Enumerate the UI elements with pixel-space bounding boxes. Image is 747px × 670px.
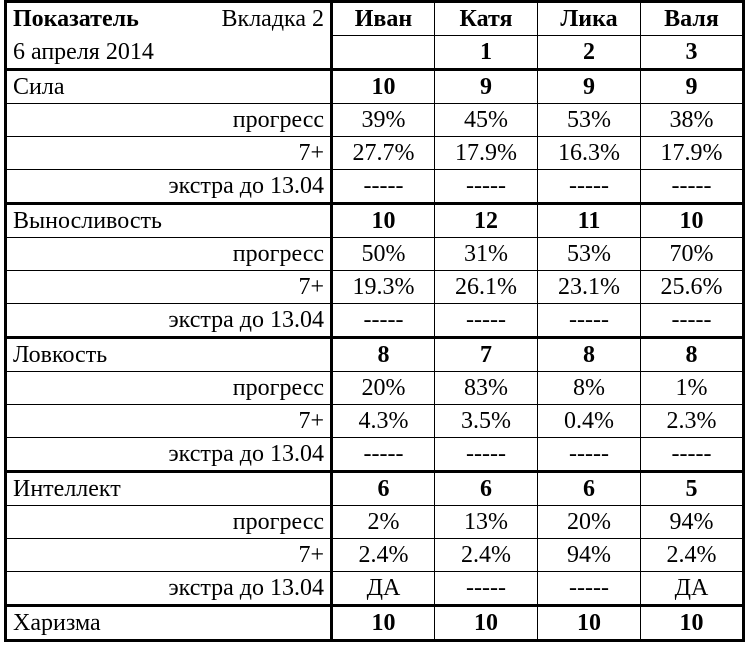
metric-value: -----: [538, 572, 641, 606]
metric-value: -----: [435, 572, 538, 606]
metric-row: [6, 304, 744, 338]
section-value: 6: [435, 472, 538, 506]
metric-value: 25.6%: [641, 271, 744, 304]
section-value: 10: [332, 70, 435, 104]
column-number-lika: 2: [538, 36, 641, 70]
section-title: Ловкость: [6, 338, 332, 372]
metric-value: -----: [332, 438, 435, 472]
stats-table-container: [4, 0, 743, 642]
column-name-lika: Лика: [538, 2, 641, 36]
metric-value: 2.4%: [641, 539, 744, 572]
column-name-ivan: Иван: [332, 2, 435, 36]
metric-value: 53%: [538, 238, 641, 271]
metric-value: 19.3%: [332, 271, 435, 304]
metric-row: [6, 539, 744, 572]
metric-value: 0.4%: [538, 405, 641, 438]
column-number-katya: 1: [435, 36, 538, 70]
metric-value: -----: [538, 438, 641, 472]
section-value: 5: [641, 472, 744, 506]
header-row-numbers: [6, 36, 744, 70]
section-value: 10: [332, 606, 435, 641]
metric-value: -----: [538, 170, 641, 204]
metric-row: [6, 372, 744, 405]
section-row: [6, 204, 744, 238]
section-value: 10: [332, 204, 435, 238]
metric-value: -----: [332, 170, 435, 204]
metric-value: 2%: [332, 506, 435, 539]
metric-label: прогресс: [6, 372, 332, 405]
metric-row: [6, 438, 744, 472]
metric-value: 83%: [435, 372, 538, 405]
section-value: 6: [332, 472, 435, 506]
metric-row: [6, 405, 744, 438]
metric-value: -----: [435, 304, 538, 338]
section-row: [6, 606, 744, 641]
column-number-valya: 3: [641, 36, 744, 70]
section-value: 9: [641, 70, 744, 104]
metric-value: -----: [641, 438, 744, 472]
metric-label: 7+: [6, 405, 332, 438]
metric-value: 45%: [435, 104, 538, 137]
header-row-names: [6, 2, 744, 36]
metric-row: [6, 170, 744, 204]
metric-row: [6, 104, 744, 137]
metric-value: 20%: [332, 372, 435, 405]
metric-value: 2.3%: [641, 405, 744, 438]
metric-value: 27.7%: [332, 137, 435, 170]
section-value: 12: [435, 204, 538, 238]
stats-table: [4, 0, 745, 642]
column-number-ivan: [332, 36, 435, 70]
metric-value: 94%: [641, 506, 744, 539]
metric-value: 4.3%: [332, 405, 435, 438]
metric-value: 13%: [435, 506, 538, 539]
tab-label: Вкладка 2: [221, 6, 324, 33]
section-title: Сила: [6, 70, 332, 104]
metric-value: 17.9%: [435, 137, 538, 170]
metric-value: 8%: [538, 372, 641, 405]
section-value: 11: [538, 204, 641, 238]
metric-value: -----: [641, 304, 744, 338]
metric-value: 53%: [538, 104, 641, 137]
metric-value: 94%: [538, 539, 641, 572]
metric-value: 17.9%: [641, 137, 744, 170]
metric-value: 1%: [641, 372, 744, 405]
metric-row: [6, 506, 744, 539]
metric-label: экстра до 13.04: [6, 572, 332, 606]
section-value: 8: [538, 338, 641, 372]
section-value: 8: [641, 338, 744, 372]
metric-value: 2.4%: [435, 539, 538, 572]
metric-label: экстра до 13.04: [6, 304, 332, 338]
metric-value: ДА: [332, 572, 435, 606]
metric-label: экстра до 13.04: [6, 438, 332, 472]
metric-label: экстра до 13.04: [6, 170, 332, 204]
stats-table-body: [6, 2, 744, 641]
section-row: [6, 338, 744, 372]
column-name-valya: Валя: [641, 2, 744, 36]
metric-value: 39%: [332, 104, 435, 137]
section-value: 9: [435, 70, 538, 104]
metric-row: [6, 271, 744, 304]
header-indicator-cell: [6, 2, 332, 36]
metric-value: 3.5%: [435, 405, 538, 438]
metric-value: -----: [435, 170, 538, 204]
section-row: [6, 472, 744, 506]
metric-value: -----: [332, 304, 435, 338]
metric-value: 16.3%: [538, 137, 641, 170]
metric-value: -----: [538, 304, 641, 338]
section-value: 10: [435, 606, 538, 641]
section-title: Интеллект: [6, 472, 332, 506]
metric-label: прогресс: [6, 238, 332, 271]
metric-label: 7+: [6, 271, 332, 304]
section-value: 6: [538, 472, 641, 506]
metric-value: 23.1%: [538, 271, 641, 304]
metric-value: 2.4%: [332, 539, 435, 572]
metric-value: 38%: [641, 104, 744, 137]
metric-label: прогресс: [6, 506, 332, 539]
indicator-label: Показатель: [13, 6, 139, 33]
section-value: 10: [641, 606, 744, 641]
metric-row: [6, 238, 744, 271]
metric-value: 31%: [435, 238, 538, 271]
metric-value: -----: [435, 438, 538, 472]
section-title: Харизма: [6, 606, 332, 641]
section-value: 10: [538, 606, 641, 641]
section-value: 9: [538, 70, 641, 104]
metric-label: 7+: [6, 539, 332, 572]
metric-value: 20%: [538, 506, 641, 539]
header-date-cell: 6 апреля 2014: [6, 36, 332, 70]
metric-label: 7+: [6, 137, 332, 170]
metric-value: ДА: [641, 572, 744, 606]
section-value: 8: [332, 338, 435, 372]
metric-value: 70%: [641, 238, 744, 271]
metric-value: -----: [641, 170, 744, 204]
metric-label: прогресс: [6, 104, 332, 137]
column-name-katya: Катя: [435, 2, 538, 36]
metric-row: [6, 137, 744, 170]
section-value: 10: [641, 204, 744, 238]
metric-value: 26.1%: [435, 271, 538, 304]
section-row: [6, 70, 744, 104]
section-value: 7: [435, 338, 538, 372]
metric-row: [6, 572, 744, 606]
section-title: Выносливость: [6, 204, 332, 238]
metric-value: 50%: [332, 238, 435, 271]
